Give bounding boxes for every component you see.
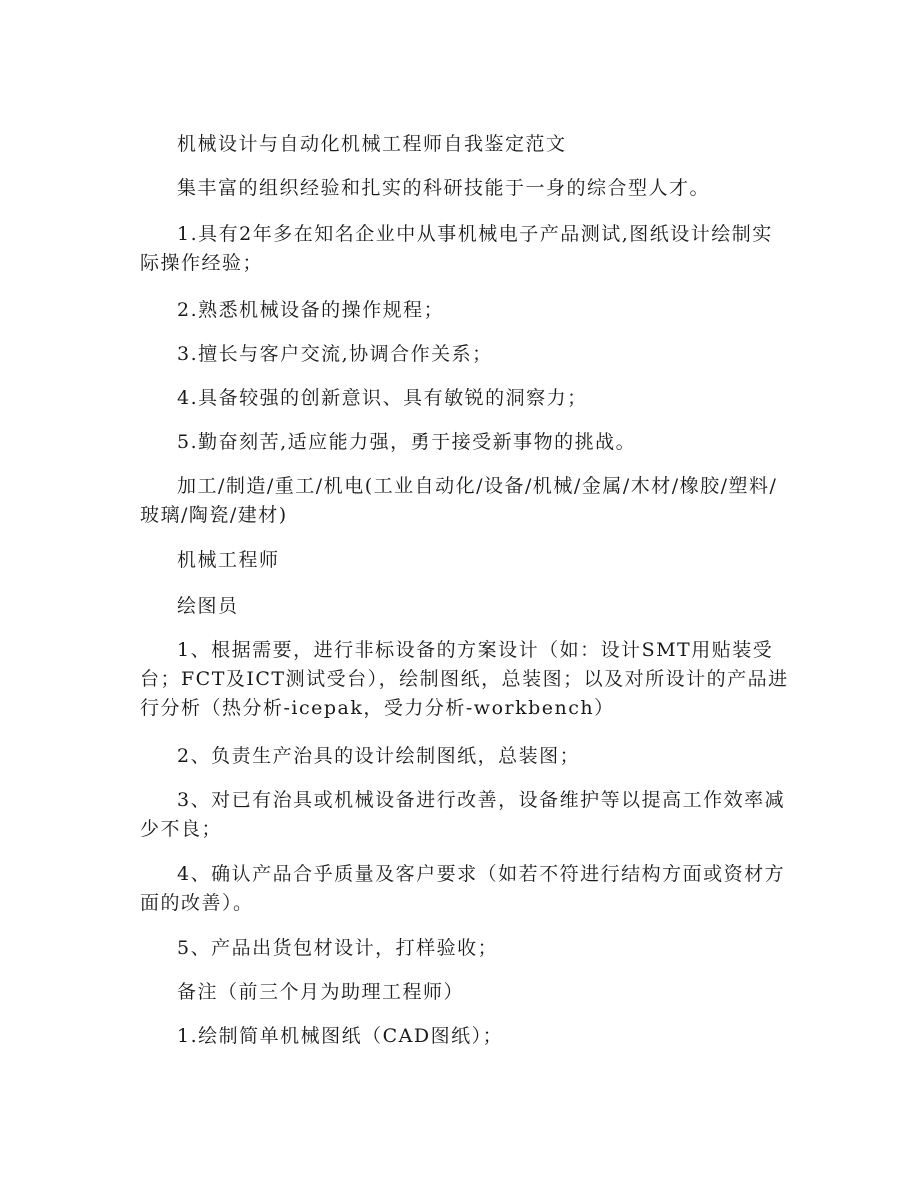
document-title: 机械设计与自动化机械工程师自我鉴定范文	[177, 133, 567, 155]
paragraph: 3.擅长与客户交流,协调合作关系；	[177, 343, 493, 365]
paragraph: 机械工程师	[177, 549, 280, 571]
paragraph: 加工/制造/重工/机电(工业自动化/设备/机械/金属/木材/橡胶/塑料/玻璃/陶瓷/建材)	[140, 475, 778, 526]
paragraph: 1.绘制简单机械图纸（CAD图纸）；	[177, 1025, 504, 1047]
paragraph: 集丰富的组织经验和扎实的科研技能于一身的综合型人才。	[177, 177, 711, 199]
paragraph: 绘图员	[177, 595, 239, 617]
paragraph: 备注（前三个月为助理工程师）	[177, 981, 465, 1003]
paragraph: 4、确认产品合乎质量及客户要求（如若不符进行结构方面或资材方面的改善）。	[140, 863, 786, 914]
paragraph: 5、产品出货包材设计，打样验收；	[177, 937, 499, 959]
paragraph: 5.勤奋刻苦,适应能力强，勇于接受新事物的挑战。	[177, 431, 637, 453]
paragraph: 1.具有2年多在知名企业中从事机械电子产品测试,图纸设计绘制实际操作经验；	[140, 223, 773, 274]
paragraph: 3、对已有治具或机械设备进行改善，设备维护等以提高工作效率减少不良；	[140, 789, 786, 840]
paragraph: 4.具备较强的创新意识、具有敏锐的洞察力；	[177, 387, 588, 409]
paragraph: 2、负责生产治具的设计绘制图纸，总装图；	[177, 745, 581, 767]
paragraph: 1、根据需要，进行非标设备的方案设计（如：设计SMT用贴装受台；FCT及ICT测试受台），绘制图纸，总装图；以及对所设计的产品进行分析（热分析-icepak，受力分析-workbench）	[140, 639, 789, 719]
paragraph: 2.熟悉机械设备的操作规程；	[177, 299, 445, 321]
